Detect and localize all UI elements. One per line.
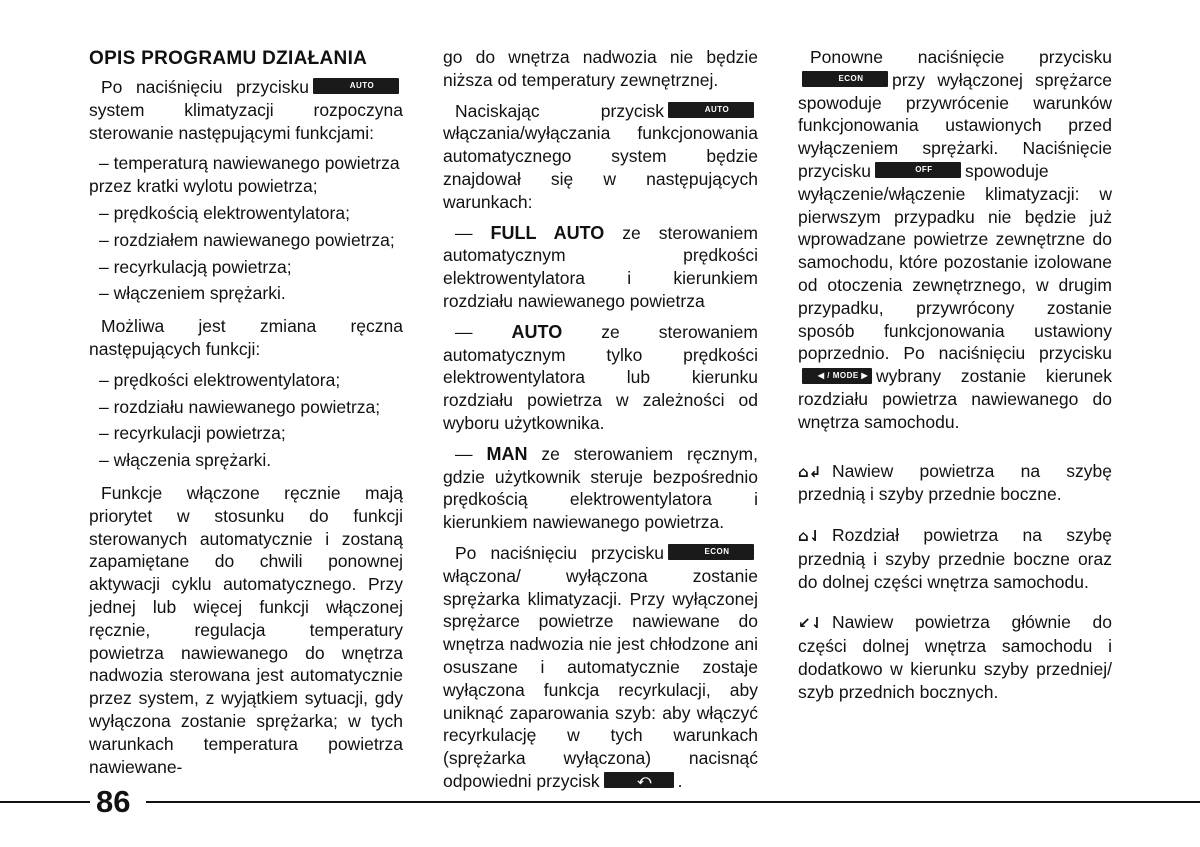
section-title: OPIS PROGRAMU DZIAŁANIA	[89, 48, 368, 69]
manual-function-item: – rozdziału nawiewanego powietrza;	[99, 396, 381, 417]
econ-again-paragraph	[798, 46, 1112, 434]
column-right	[798, 42, 1112, 712]
manual-function-item: – włączenia sprężarki.	[99, 450, 272, 471]
page-number: 86	[96, 784, 131, 819]
auto-press-paragraph	[443, 100, 758, 214]
manual-intro: Możliwa jest zmiana ręczna następujących funkcji:	[89, 316, 403, 359]
auto-text: ze sterowaniem automatycznym tylko prędkości elektrowentylatora lub kierunku rozdziału powietrza w zależności od wyboru użytkownika.	[443, 321, 758, 433]
mode-full-auto: — FULL AUTO ze sterowaniem automatycznym prędkości elektrowentylatora i kierunkiem rozdziału nawiewanego powietrza	[443, 222, 758, 311]
econ-text-b: włączona/ wyłączona zostanie sprężarka klimatyzacji. Przy wyłączonej sprężarce powietrze nawiewane do wnętrza nadwozia nie jest chłodzone ani osuszane i automatycznie zostaje wyłączona funkcja recyrkulacji, aby uniknąć zaparowania szyb: aby włączyć recyrkulację w tych warunkach (sprężarka wyłączona) nacisnąć odpowiedni przycisk	[443, 565, 758, 791]
auto-button-icon: AUTO	[313, 78, 399, 94]
intro-text-b: system klimatyzacji rozpoczyna sterowanie następującymi funkcjami:	[89, 99, 403, 143]
continued-paragraph: go do wnętrza nadwozia nie będzie niższa od temperatury zewnętrznej.	[443, 47, 758, 90]
auto-label: AUTO	[511, 321, 563, 342]
auto-function-item: – recyrkulacją powietrza;	[99, 256, 292, 277]
mode-auto: — AUTO ze sterowaniem automatycznym tylko prędkości elektrowentylatora lub kierunku rozdziału powietrza w zależności od wyboru użytkownika.	[443, 321, 758, 433]
windshield-floor-vent-icon: ⌂⇃	[798, 527, 822, 546]
floor-vent-icon: ↙⇃	[798, 614, 824, 633]
again-text-c: spowoduje wyłączenie/włączenie klimatyzacji: w pierwszym przypadku nie będzie już wprowadzane powietrze zewnętrzne do samochodu, które pozostanie izolowane od otoczenia zewnętrznego, w drugim przypadku, przywrócony zostanie sposób funkcjonowania ustawiony poprzednio. Po naciśnięciu przycisku	[798, 160, 1112, 364]
econ-paragraph	[443, 542, 758, 793]
press-text-a: Naciskając przycisk	[455, 100, 664, 121]
econ-text-a: Po naciśnięciu przycisku	[455, 542, 664, 563]
full-auto-label: FULL AUTO	[490, 222, 605, 243]
mode-man: — MAN ze sterowaniem ręcznym, gdzie użytkownik steruje bezpośrednio prędkością elektrowentylatora i kierunkiem nawiewanego powietrza.	[443, 443, 758, 533]
windshield-text: Nawiew powietrza na szybę przednią i szyby przednie boczne.	[798, 460, 1112, 505]
manual-function-item: – prędkości elektrowentylatora;	[99, 369, 341, 390]
again-text-a: Ponowne naciśnięcie przycisku	[810, 47, 1112, 67]
auto-function-item: – temperaturą nawiewanego powietrza przez kratki wylotu powietrza;	[89, 153, 400, 197]
footer-rule-right	[146, 801, 1200, 803]
intro-text-a: Po naciśnięciu przycisku	[101, 77, 309, 97]
man-label: MAN	[486, 443, 528, 464]
windshield-vent-icon: ⌂↲	[798, 462, 822, 481]
column-left	[89, 42, 403, 786]
priority-paragraph: Funkcje włączone ręcznie mają priorytet w stosunku do funkcji sterowanych automatycznie i zostaną zapamiętane do chwili ponownej aktywacji cyklu automatycznego. Przy jednej lub więcej funkcji włączonej ręcznie, regulacja temperatury powietrza nawiewanego do wnętrza nadwozia sterowana jest automatycznie przez system, z wyjątkiem sytuacji, gdy wyłączona zostanie sprężarka; w tych warunkach temperatura powietrza nawiewane-	[89, 482, 403, 777]
recirculation-button-icon: ⤺	[604, 772, 674, 788]
press-text-b: włączania/wyłączania funkcjonowania automatycznego system będzie znajdował się w następujących warunkach:	[443, 123, 758, 212]
distribution-floor	[798, 611, 1112, 703]
econ-text-end: .	[677, 770, 683, 791]
econ-button-icon: ECON	[802, 71, 888, 87]
mode-button-icon: ◀ / MODE ▶	[802, 368, 872, 384]
auto-function-item: – rozdziałem nawiewanego powietrza;	[99, 229, 395, 250]
full-auto-text: ze sterowaniem automatycznym prędkości elektrowentylatora i kierunkiem rozdziału nawiewanego powietrza	[443, 222, 758, 311]
auto-button-icon: AUTO	[668, 102, 754, 118]
man-text: ze sterowaniem ręcznym, gdzie użytkownik steruje bezpośrednio prędkością elektrowentylatora i kierunkiem nawiewanego powietrza.	[443, 443, 758, 533]
off-button-icon: OFF	[875, 162, 961, 178]
column-middle	[443, 42, 758, 801]
auto-function-item: – prędkością elektrowentylatora;	[99, 202, 350, 223]
distribution-windshield	[798, 460, 1112, 507]
again-text-b: przy wyłączonej sprężarce spowoduje przywrócenie warunków funkcjonowania ustawionych przed wyłączeniem sprężarki. Naciśnięcie przycisku	[798, 69, 1112, 181]
floor-text: Nawiew powietrza głównie do części dolnej wnętrza samochodu i dodatkowo w kierunku szyby przedniej/ szyb przednich bocznych.	[798, 612, 1112, 702]
windshield-floor-text: Rozdział powietrza na szybę przednią i szyby przednie boczne oraz do dolnej części wnętrza samochodu.	[798, 525, 1112, 592]
manual-function-item: – recyrkulacji powietrza;	[99, 423, 286, 444]
econ-button-icon: ECON	[668, 544, 754, 560]
again-text-d: wybrany zostanie kierunek rozdziału powietrza nawiewanego do wnętrza samochodu.	[798, 366, 1112, 432]
distribution-windshield-floor	[798, 524, 1112, 593]
intro-paragraph	[89, 76, 403, 144]
auto-function-item: – włączeniem sprężarki.	[99, 283, 286, 304]
footer-rule-left	[0, 801, 90, 803]
